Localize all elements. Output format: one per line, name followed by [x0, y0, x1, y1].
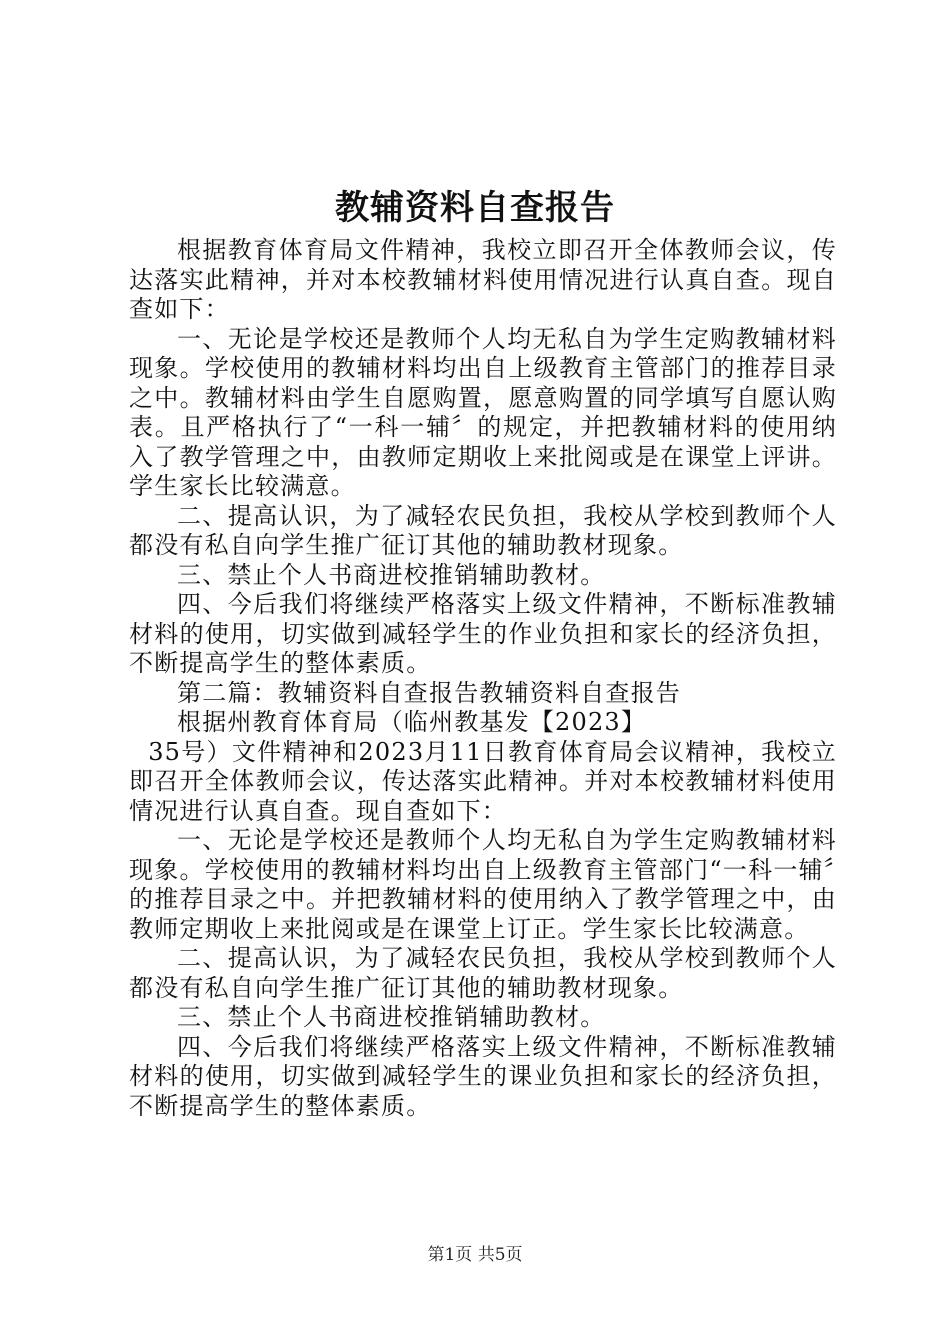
paragraph: 四、今后我们将继续严格落实上级文件精神，不断标准教辅材料的使用，切实做到减轻学生的课业负担和家长的经济负担，不断提高学生的整体素质。: [129, 1032, 837, 1120]
section-heading: 第二篇：教辅资料自查报告教辅资料自查报告: [177, 678, 681, 707]
paragraph: 根据州教育体育局（临州教基发【2023】: [177, 708, 647, 736]
page-footer: [0, 1243, 950, 1267]
paragraph: 二、提高认识，为了减轻农民负担，我校从学校到教师个人都没有私自向学生推广征订其他的辅助教材现象。: [129, 944, 837, 1002]
paragraph: 一、无论是学校还是教师个人均无私自为学生定购教辅材料现象。学校使用的教辅材料均出自上级教育主管部门的推荐目录之中。教辅材料由学生自愿购置，愿意购置的同学填写自愿认购表。且严格执行了“一科一辅〞的规定，并把教辅材料的使用纳入了教学管理之中，由教师定期收上来批阅或是在课堂上评讲。学生家长比较满意。: [129, 324, 837, 500]
document-body: [129, 236, 837, 1121]
page-indicator: 第1页 共5页: [427, 1245, 523, 1265]
paragraph: 二、提高认识，为了减轻农民负担，我校从学校到教师个人都没有私自向学生推广征订其他的辅助教材现象。: [129, 501, 837, 559]
paragraph: 三、禁止个人书商进校推销辅助教材。: [177, 560, 606, 589]
document-title: 教辅资料自查报告: [335, 188, 615, 228]
paragraph: 三、禁止个人书商进校推销辅助教材。: [177, 1003, 606, 1031]
paragraph: 35号）文件精神和2023月11日教育体育局会议精神，我校立即召开全体教师会议，传达落实此精神。并对本校教辅材料使用情况进行认真自查。现自查如下：: [129, 737, 837, 825]
paragraph: 四、今后我们将继续严格落实上级文件精神，不断标准教辅材料的使用，切实做到减轻学生的作业负担和家长的经济负担，不断提高学生的整体素质。: [129, 590, 837, 677]
paragraph: 一、无论是学校还是教师个人均无私自为学生定购教辅材料现象。学校使用的教辅材料均出自上级教育主管部门“一科一辅〞的推荐目录之中。并把教辅材料的使用纳入了教学管理之中，由教师定期收上来批阅或是在课堂上订正。学生家长比较满意。: [129, 826, 837, 943]
paragraph: 根据教育体育局文件精神，我校立即召开全体教师会议，传达落实此精神，并对本校教辅材料使用情况进行认真自查。现自查如下：: [129, 236, 837, 323]
